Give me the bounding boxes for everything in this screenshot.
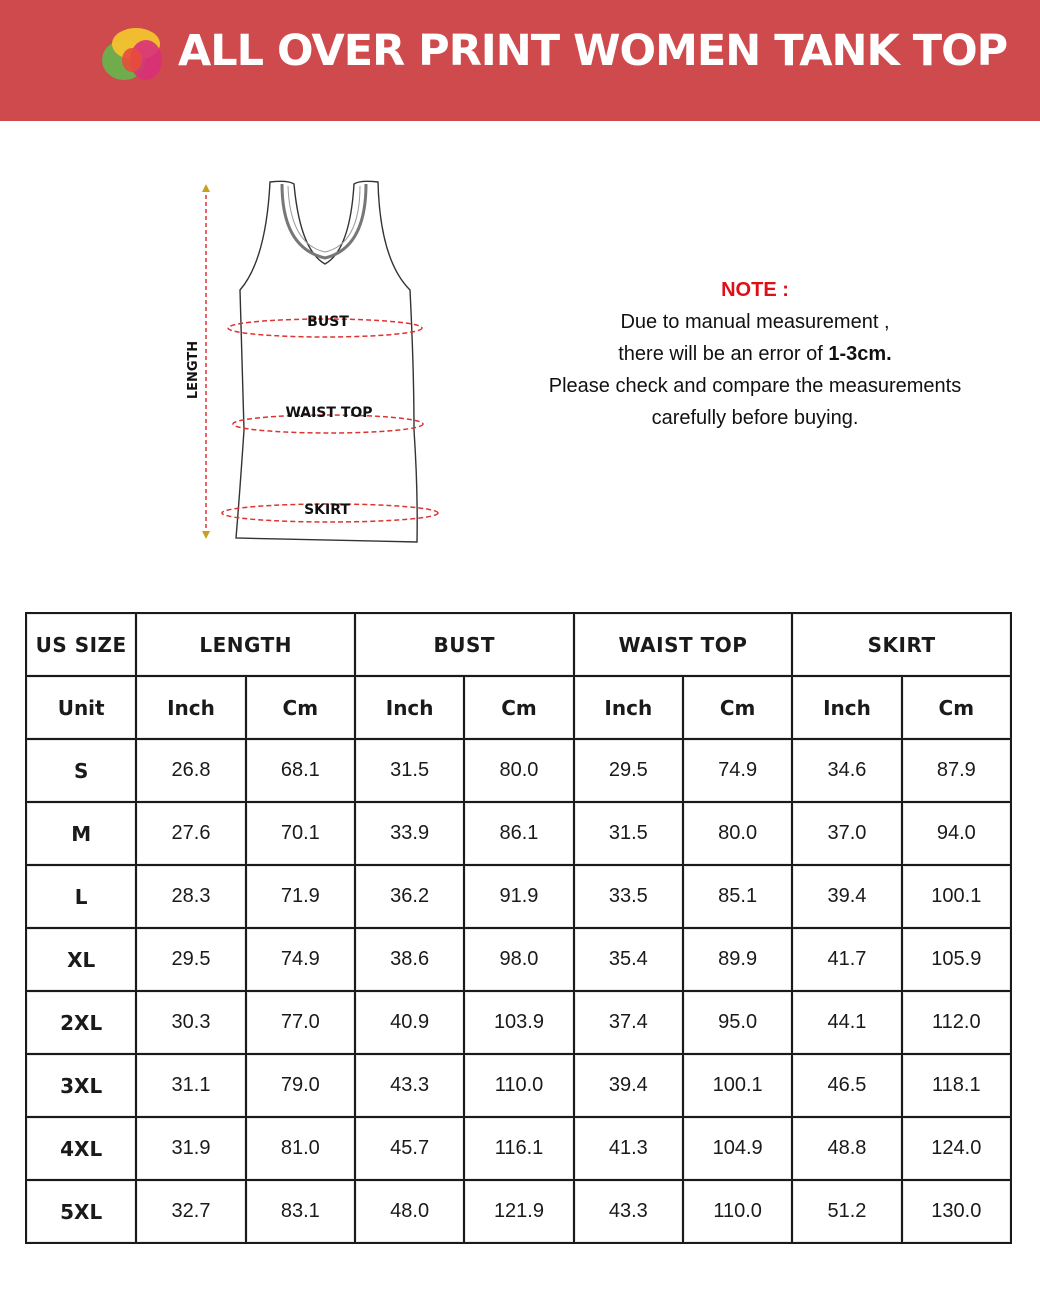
table-row: [26, 1054, 1011, 1117]
table-row: [26, 1117, 1011, 1180]
header-length: LENGTH: [136, 613, 355, 676]
note-line-3: Please check and compare the measurements: [548, 375, 962, 397]
measurement-cell: 77.0: [246, 991, 355, 1054]
header-banner: [0, 0, 1040, 121]
unit-row: [26, 676, 1011, 739]
size-cell: M: [26, 802, 136, 865]
table-row: [26, 739, 1011, 802]
measurement-cell: 39.4: [574, 1054, 683, 1117]
table-row: [26, 865, 1011, 928]
measurement-cell: 80.0: [464, 739, 573, 802]
unit-cell: Cm: [464, 676, 573, 739]
measurement-cell: 48.0: [355, 1180, 464, 1243]
note-line-2: [500, 338, 1010, 370]
measurement-cell: 45.7: [355, 1117, 464, 1180]
note-error-range: 1-3cm.: [828, 343, 892, 365]
unit-label: Unit: [26, 676, 136, 739]
measurement-cell: 31.1: [136, 1054, 245, 1117]
tank-top-diagram: [170, 170, 460, 560]
measurement-cell: 112.0: [902, 991, 1011, 1054]
length-label: LENGTH: [186, 340, 201, 400]
waist-top-label: WAIST TOP: [285, 405, 373, 421]
measurement-cell: 33.5: [574, 865, 683, 928]
measurement-cell: 43.3: [574, 1180, 683, 1243]
measurement-cell: 38.6: [355, 928, 464, 991]
note-title: NOTE :: [721, 279, 789, 301]
measurement-cell: 74.9: [683, 739, 792, 802]
measurement-cell: 105.9: [902, 928, 1011, 991]
bust-label: BUST: [307, 314, 349, 330]
measurement-cell: 83.1: [246, 1180, 355, 1243]
note-line-2-text: there will be an error of: [618, 343, 829, 365]
page-title: ALL OVER PRINT WOMEN TANK TOP: [178, 26, 1008, 76]
header-bust: BUST: [355, 613, 574, 676]
measurement-cell: 110.0: [683, 1180, 792, 1243]
measurement-cell: 34.6: [792, 739, 901, 802]
brand-logo-icon: [94, 18, 172, 86]
measurement-cell: 94.0: [902, 802, 1011, 865]
measurement-cell: 28.3: [136, 865, 245, 928]
measurement-cell: 86.1: [464, 802, 573, 865]
measurement-cell: 31.5: [355, 739, 464, 802]
size-cell: 4XL: [26, 1117, 136, 1180]
skirt-label: SKIRT: [304, 502, 350, 518]
measurement-cell: 41.3: [574, 1117, 683, 1180]
measurement-cell: 89.9: [683, 928, 792, 991]
measurement-cell: 29.5: [136, 928, 245, 991]
measurement-cell: 74.9: [246, 928, 355, 991]
measurement-cell: 33.9: [355, 802, 464, 865]
measurement-note: [500, 274, 1010, 434]
measurement-cell: 98.0: [464, 928, 573, 991]
measurement-cell: 27.6: [136, 802, 245, 865]
size-cell: 2XL: [26, 991, 136, 1054]
measurement-cell: 32.7: [136, 1180, 245, 1243]
tank-top-icon: [236, 181, 417, 542]
header-skirt: SKIRT: [792, 613, 1011, 676]
table-row: [26, 1180, 1011, 1243]
measurement-cell: 70.1: [246, 802, 355, 865]
measurement-cell: 116.1: [464, 1117, 573, 1180]
unit-cell: Cm: [683, 676, 792, 739]
unit-cell: Inch: [574, 676, 683, 739]
measurement-cell: 39.4: [792, 865, 901, 928]
size-chart-table: [25, 612, 1012, 1244]
measurement-cell: 51.2: [792, 1180, 901, 1243]
unit-cell: Cm: [902, 676, 1011, 739]
measurement-cell: 41.7: [792, 928, 901, 991]
measurement-cell: 121.9: [464, 1180, 573, 1243]
note-line-4: carefully before buying.: [651, 407, 859, 429]
header-waist-top: WAIST TOP: [574, 613, 793, 676]
measurement-cell: 130.0: [902, 1180, 1011, 1243]
measurement-cell: 44.1: [792, 991, 901, 1054]
table-row: [26, 802, 1011, 865]
measurement-cell: 118.1: [902, 1054, 1011, 1117]
size-cell: XL: [26, 928, 136, 991]
measurement-cell: 37.0: [792, 802, 901, 865]
unit-cell: Cm: [246, 676, 355, 739]
unit-cell: Inch: [355, 676, 464, 739]
table-header-row: [26, 613, 1011, 676]
measurement-cell: 46.5: [792, 1054, 901, 1117]
unit-cell: Inch: [792, 676, 901, 739]
measurement-cell: 35.4: [574, 928, 683, 991]
table-row: [26, 928, 1011, 991]
measurement-cell: 100.1: [902, 865, 1011, 928]
size-cell: S: [26, 739, 136, 802]
unit-cell: Inch: [136, 676, 245, 739]
measurement-cell: 87.9: [902, 739, 1011, 802]
measurement-cell: 110.0: [464, 1054, 573, 1117]
measurement-cell: 37.4: [574, 991, 683, 1054]
measurement-cell: 124.0: [902, 1117, 1011, 1180]
measurement-cell: 30.3: [136, 991, 245, 1054]
measurement-cell: 91.9: [464, 865, 573, 928]
measurement-cell: 40.9: [355, 991, 464, 1054]
measurement-cell: 48.8: [792, 1117, 901, 1180]
measurement-cell: 103.9: [464, 991, 573, 1054]
measurement-cell: 29.5: [574, 739, 683, 802]
measurement-cell: 26.8: [136, 739, 245, 802]
size-cell: L: [26, 865, 136, 928]
measurement-cell: 81.0: [246, 1117, 355, 1180]
measurement-cell: 36.2: [355, 865, 464, 928]
measurement-cell: 95.0: [683, 991, 792, 1054]
measurement-cell: 43.3: [355, 1054, 464, 1117]
size-cell: 5XL: [26, 1180, 136, 1243]
measurement-cell: 85.1: [683, 865, 792, 928]
measurement-cell: 68.1: [246, 739, 355, 802]
measurement-cell: 31.5: [574, 802, 683, 865]
measurement-cell: 100.1: [683, 1054, 792, 1117]
table-row: [26, 991, 1011, 1054]
measurement-cell: 71.9: [246, 865, 355, 928]
header-us-size: US SIZE: [26, 613, 136, 676]
note-line-1: Due to manual measurement ,: [620, 311, 890, 333]
measurement-cell: 31.9: [136, 1117, 245, 1180]
measurement-cell: 80.0: [683, 802, 792, 865]
size-cell: 3XL: [26, 1054, 136, 1117]
measurement-cell: 79.0: [246, 1054, 355, 1117]
measurement-cell: 104.9: [683, 1117, 792, 1180]
